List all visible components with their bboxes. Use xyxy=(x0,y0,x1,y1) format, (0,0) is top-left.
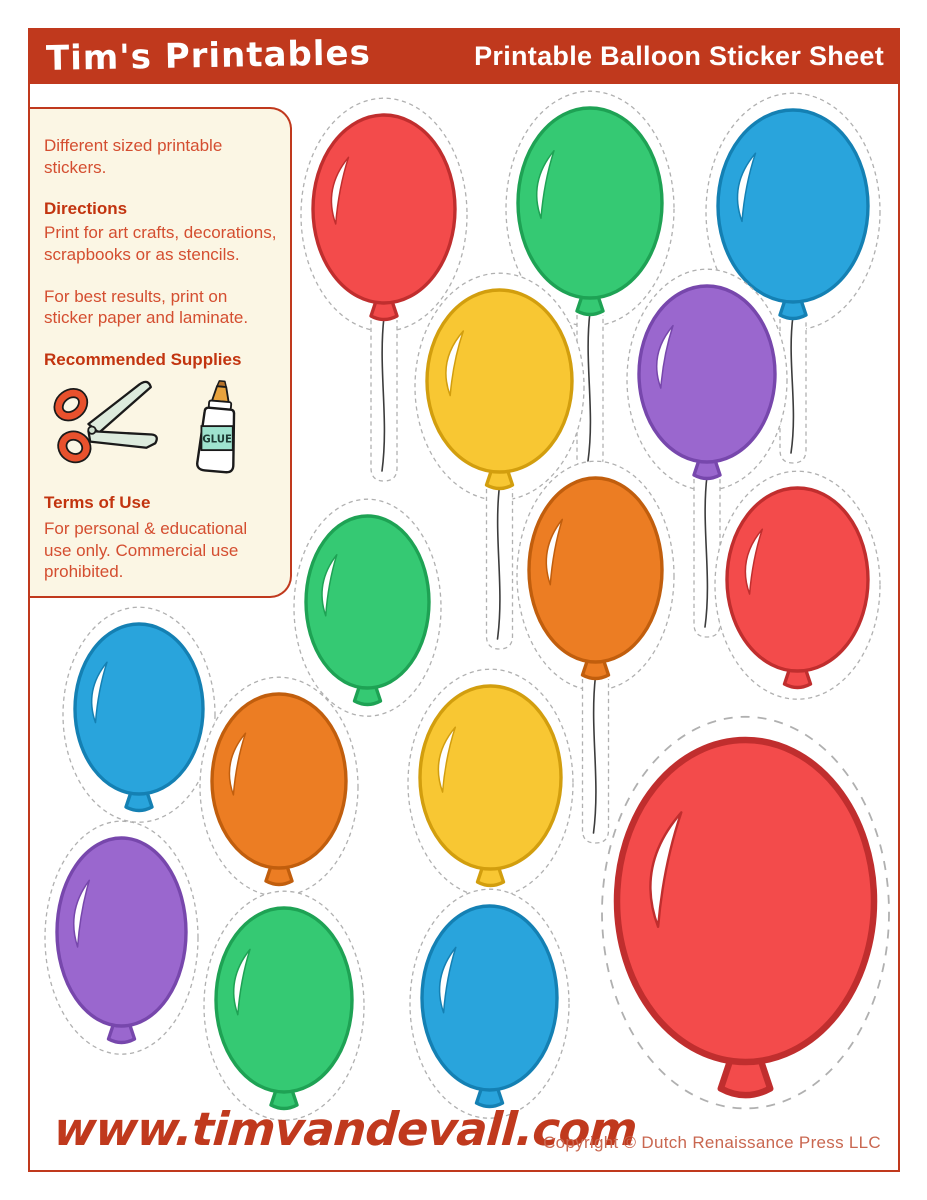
balloon-knot xyxy=(721,1060,770,1095)
supplies-icons-row xyxy=(48,380,278,478)
site-logo: Tim's Printables xyxy=(45,33,372,79)
balloon-sticker-blue xyxy=(407,891,572,1124)
directions-text: Print for art crafts, decorations, scrapbooks or as stencils. xyxy=(44,223,277,264)
glue-bottle-icon xyxy=(190,380,246,476)
glue-label: GLUE xyxy=(202,434,232,446)
directions-heading: Directions xyxy=(44,199,128,219)
info-panel xyxy=(30,107,292,598)
website-url: www.timvandevall.com xyxy=(52,1102,639,1156)
page-title: Printable Balloon Sticker Sheet xyxy=(474,40,884,71)
balloon-sticker-yellow xyxy=(405,671,576,903)
copyright-text: Copyright © Dutch Renaissance Press LLC xyxy=(543,1133,881,1152)
supplies-heading: Recommended Supplies xyxy=(44,349,242,369)
terms-heading: Terms of Use xyxy=(44,492,151,512)
intro-text: Different sized printable stickers. xyxy=(44,136,223,177)
best-results-text: For best results, print on sticker paper and laminate. xyxy=(44,286,249,328)
balloon-sticker-purple xyxy=(42,823,201,1060)
balloon-sticker-red xyxy=(712,473,883,705)
balloon-sticker-red-large xyxy=(599,722,892,1116)
scissors-icon xyxy=(48,380,164,468)
terms-text: For personal & educational use only. Commercial use prohibited. xyxy=(44,519,248,582)
balloon-sticker-orange xyxy=(197,679,361,902)
balloon-sticker-green xyxy=(201,893,367,1126)
balloon-sticker-blue xyxy=(60,609,218,828)
